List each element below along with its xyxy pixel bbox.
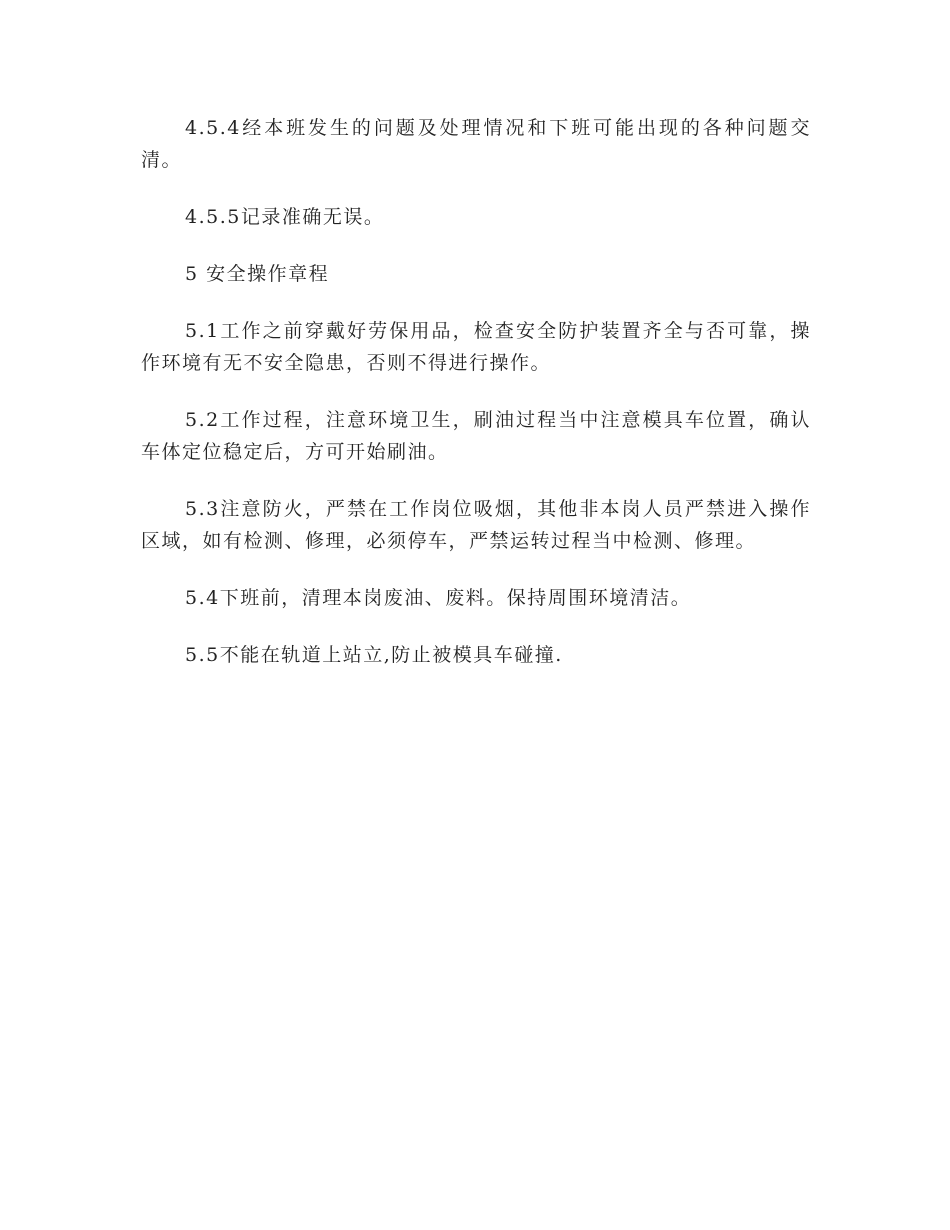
paragraph-4-5-5: 4.5.5记录准确无误。: [185, 206, 385, 228]
paragraph-5-1: 5.1工作之前穿戴好劳保用品，检查安全防护装置齐全与否可靠，操作环境有无不安全隐患，否则不得进行操作。: [141, 320, 811, 374]
paragraph-5-3: 5.3注意防火，严禁在工作岗位吸烟，其他非本岗人员严禁进入操作区域，如有检测、修理，必须停车，严禁运转过程当中检测、修理。: [141, 498, 811, 552]
paragraph-5-2: 5.2工作过程，注意环境卫生，刷油过程当中注意模具车位置，确认车体定位稳定后，方可开始刷油。: [141, 409, 811, 463]
section-heading-5: 5 安全操作章程: [185, 263, 330, 285]
document-body: [141, 112, 811, 696]
paragraph-5-5: 5.5不能在轨道上站立,防止被模具车碰撞.: [185, 644, 563, 666]
paragraph-4-5-4: 4.5.4经本班发生的问题及处理情况和下班可能出现的各种问题交清。: [141, 117, 811, 171]
paragraph-5-4: 5.4下班前，清理本岗废油、废料。保持周围环境清洁。: [185, 587, 692, 609]
